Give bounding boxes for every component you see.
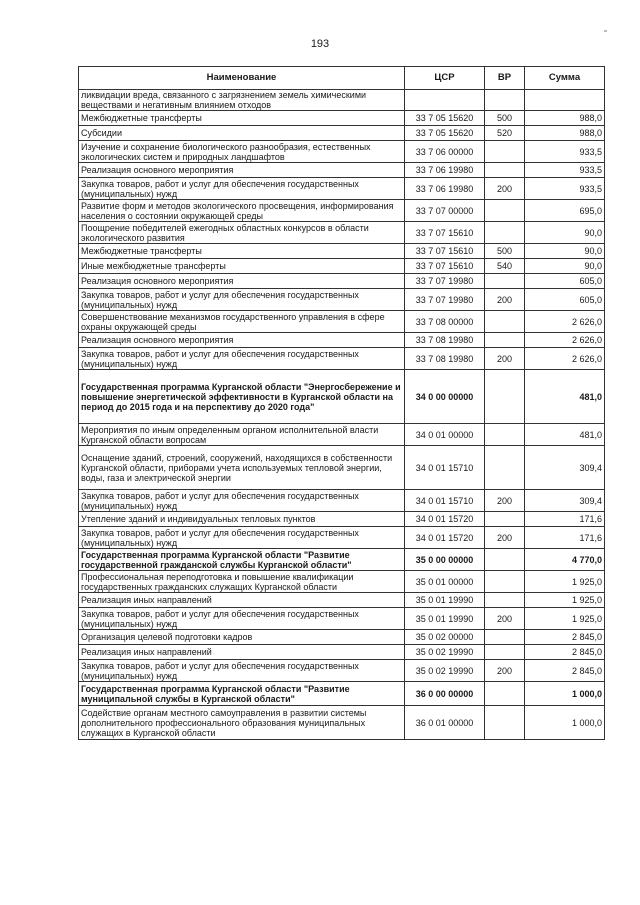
cell-csr: 33 7 05 15620 xyxy=(405,126,485,141)
cell-name: Закупка товаров, работ и услуг для обеспечения государственных (муниципальных) нужд xyxy=(79,527,405,549)
cell-vr: 200 xyxy=(485,348,525,370)
table-row xyxy=(79,274,605,289)
cell-csr: 34 0 01 15720 xyxy=(405,512,485,527)
cell-sum: 933,5 xyxy=(525,141,605,163)
cell-csr: 34 0 01 15710 xyxy=(405,446,485,490)
table-row xyxy=(79,111,605,126)
cell-name: Развитие форм и методов экологического просвещения, информирования населения о состоянии окружающей среды xyxy=(79,200,405,222)
cell-csr: 33 7 07 19980 xyxy=(405,289,485,311)
cell-csr: 34 0 01 15720 xyxy=(405,527,485,549)
cell-vr: 200 xyxy=(485,178,525,200)
cell-vr: 200 xyxy=(485,660,525,682)
cell-vr: 200 xyxy=(485,490,525,512)
cell-sum: 2 845,0 xyxy=(525,630,605,645)
cell-name: Мероприятия по иным определенным органом исполнительной власти Курганской области вопросам xyxy=(79,424,405,446)
table-row xyxy=(79,549,605,571)
cell-csr xyxy=(405,90,485,111)
table-row xyxy=(79,348,605,370)
cell-csr: 33 7 06 19980 xyxy=(405,163,485,178)
cell-name: Оснащение зданий, строений, сооружений, находящихся в собственности Курганской области, приборами учета используемых тепловой энергии, воды, газа и электрической энергии xyxy=(79,446,405,490)
cell-vr: 520 xyxy=(485,126,525,141)
table-row xyxy=(79,90,605,111)
cell-vr xyxy=(485,424,525,446)
cell-name: Закупка товаров, работ и услуг для обеспечения государственных (муниципальных) нужд xyxy=(79,490,405,512)
cell-sum: 1 000,0 xyxy=(525,706,605,740)
cell-name: Закупка товаров, работ и услуг для обеспечения государственных (муниципальных) нужд xyxy=(79,660,405,682)
table-row xyxy=(79,370,605,424)
cell-vr: 200 xyxy=(485,527,525,549)
cell-vr: 200 xyxy=(485,289,525,311)
table-row xyxy=(79,682,605,706)
cell-vr xyxy=(485,200,525,222)
cell-sum: 481,0 xyxy=(525,424,605,446)
cell-sum: 4 770,0 xyxy=(525,549,605,571)
budget-table xyxy=(78,66,605,740)
table-header-row xyxy=(79,67,605,90)
page-number: 193 xyxy=(310,38,330,50)
cell-sum xyxy=(525,90,605,111)
table-row xyxy=(79,141,605,163)
cell-vr xyxy=(485,141,525,163)
cell-sum: 695,0 xyxy=(525,200,605,222)
cell-sum: 1 925,0 xyxy=(525,571,605,593)
cell-csr: 33 7 06 00000 xyxy=(405,141,485,163)
header-csr: ЦСР xyxy=(405,67,485,90)
cell-csr: 33 7 07 15610 xyxy=(405,259,485,274)
cell-name: Закупка товаров, работ и услуг для обеспечения государственных (муниципальных) нужд xyxy=(79,348,405,370)
table-row xyxy=(79,527,605,549)
cell-name: ликвидации вреда, связанного с загрязнением земель химическими веществами и негативным влиянием отходов xyxy=(79,90,405,111)
cell-vr xyxy=(485,163,525,178)
cell-name: Закупка товаров, работ и услуг для обеспечения государственных (муниципальных) нужд xyxy=(79,178,405,200)
table-row xyxy=(79,512,605,527)
cell-vr xyxy=(485,446,525,490)
table-row xyxy=(79,178,605,200)
cell-vr: 200 xyxy=(485,608,525,630)
cell-csr: 35 0 00 00000 xyxy=(405,549,485,571)
table-row xyxy=(79,593,605,608)
cell-vr xyxy=(485,593,525,608)
cell-name: Изучение и сохранение биологического разнообразия, естественных экологических систем и природных ландшафтов xyxy=(79,141,405,163)
cell-vr xyxy=(485,311,525,333)
cell-csr: 35 0 02 19990 xyxy=(405,660,485,682)
cell-name: Реализация основного мероприятия xyxy=(79,163,405,178)
cell-csr: 33 7 08 00000 xyxy=(405,311,485,333)
cell-vr xyxy=(485,90,525,111)
cell-vr xyxy=(485,222,525,244)
cell-vr xyxy=(485,571,525,593)
cell-sum: 988,0 xyxy=(525,126,605,141)
cell-csr: 34 0 01 15710 xyxy=(405,490,485,512)
cell-sum: 90,0 xyxy=(525,244,605,259)
cell-name: Профессиональная переподготовка и повышение квалификации государственных гражданских служащих Курганской области xyxy=(79,571,405,593)
table-row xyxy=(79,126,605,141)
cell-sum: 1 925,0 xyxy=(525,593,605,608)
cell-vr xyxy=(485,645,525,660)
cell-name: Реализация иных направлений xyxy=(79,593,405,608)
cell-sum: 933,5 xyxy=(525,178,605,200)
table-row xyxy=(79,490,605,512)
table-body xyxy=(79,90,605,740)
cell-name: Реализация основного мероприятия xyxy=(79,333,405,348)
cell-vr xyxy=(485,682,525,706)
table-row xyxy=(79,424,605,446)
table-row xyxy=(79,200,605,222)
cell-sum: 90,0 xyxy=(525,259,605,274)
cell-csr: 33 7 06 19980 xyxy=(405,178,485,200)
cell-sum: 90,0 xyxy=(525,222,605,244)
cell-name: Реализация иных направлений xyxy=(79,645,405,660)
header-sum: Сумма xyxy=(525,67,605,90)
cell-name: Организация целевой подготовки кадров xyxy=(79,630,405,645)
cell-name: Межбюджетные трансферты xyxy=(79,111,405,126)
cell-csr: 36 0 01 00000 xyxy=(405,706,485,740)
cell-sum: 1 000,0 xyxy=(525,682,605,706)
cell-vr xyxy=(485,549,525,571)
table-row xyxy=(79,289,605,311)
cell-csr: 35 0 02 00000 xyxy=(405,630,485,645)
cell-sum: 171,6 xyxy=(525,512,605,527)
table-row xyxy=(79,660,605,682)
cell-name: Закупка товаров, работ и услуг для обеспечения государственных (муниципальных) нужд xyxy=(79,608,405,630)
cell-sum: 171,6 xyxy=(525,527,605,549)
cell-csr: 35 0 01 00000 xyxy=(405,571,485,593)
cell-sum: 309,4 xyxy=(525,446,605,490)
cell-sum: 988,0 xyxy=(525,111,605,126)
cell-name: Государственная программа Курганской области "Энергосбережение и повышение энергетической эффективности в Курганской области на период до 2015 года и на перспективу до 2020 года" xyxy=(79,370,405,424)
cell-name: Иные межбюджетные трансферты xyxy=(79,259,405,274)
cell-name: Межбюджетные трансферты xyxy=(79,244,405,259)
cell-vr xyxy=(485,630,525,645)
cell-name: Закупка товаров, работ и услуг для обеспечения государственных (муниципальных) нужд xyxy=(79,289,405,311)
table-row xyxy=(79,608,605,630)
cell-sum: 481,0 xyxy=(525,370,605,424)
cell-name: Государственная программа Курганской области "Развитие муниципальной службы в Курганской области" xyxy=(79,682,405,706)
table-row xyxy=(79,163,605,178)
cell-vr xyxy=(485,333,525,348)
cell-csr: 36 0 00 00000 xyxy=(405,682,485,706)
cell-sum: 2 845,0 xyxy=(525,645,605,660)
header-name: Наименование xyxy=(79,67,405,90)
cell-sum: 2 626,0 xyxy=(525,311,605,333)
cell-vr: 500 xyxy=(485,111,525,126)
cell-csr: 33 7 07 19980 xyxy=(405,274,485,289)
cell-csr: 33 7 07 15610 xyxy=(405,222,485,244)
cell-sum: 933,5 xyxy=(525,163,605,178)
table-row xyxy=(79,706,605,740)
cell-csr: 34 0 01 00000 xyxy=(405,424,485,446)
table-row xyxy=(79,630,605,645)
cell-name: Поощрение победителей ежегодных областных конкурсов в области экологического развития xyxy=(79,222,405,244)
cell-vr: 500 xyxy=(485,244,525,259)
cell-csr: 34 0 00 00000 xyxy=(405,370,485,424)
cell-vr xyxy=(485,512,525,527)
header-vr: ВР xyxy=(485,67,525,90)
cell-vr xyxy=(485,370,525,424)
cell-sum: 1 925,0 xyxy=(525,608,605,630)
cell-sum: 2 626,0 xyxy=(525,348,605,370)
cell-name: Реализация основного мероприятия xyxy=(79,274,405,289)
table-row xyxy=(79,333,605,348)
table-row xyxy=(79,259,605,274)
scan-speck xyxy=(604,30,607,32)
table-row xyxy=(79,244,605,259)
table-row xyxy=(79,311,605,333)
cell-csr: 33 7 05 15620 xyxy=(405,111,485,126)
cell-name: Совершенствование механизмов государственного управления в сфере охраны окружающей среды xyxy=(79,311,405,333)
cell-name: Содействие органам местного самоуправления в развитии системы дополнительного профессионального образования муниципальных служащих в Курганской области xyxy=(79,706,405,740)
cell-vr: 540 xyxy=(485,259,525,274)
cell-csr: 33 7 08 19980 xyxy=(405,348,485,370)
table-row xyxy=(79,446,605,490)
cell-sum: 309,4 xyxy=(525,490,605,512)
cell-sum: 2 626,0 xyxy=(525,333,605,348)
table-row xyxy=(79,571,605,593)
cell-name: Субсидии xyxy=(79,126,405,141)
cell-vr xyxy=(485,274,525,289)
cell-sum: 605,0 xyxy=(525,289,605,311)
cell-csr: 35 0 01 19990 xyxy=(405,608,485,630)
cell-sum: 605,0 xyxy=(525,274,605,289)
cell-csr: 33 7 07 15610 xyxy=(405,244,485,259)
cell-vr xyxy=(485,706,525,740)
cell-name: Утепление зданий и индивидуальных тепловых пунктов xyxy=(79,512,405,527)
cell-csr: 35 0 02 19990 xyxy=(405,645,485,660)
table-row xyxy=(79,645,605,660)
cell-csr: 33 7 07 00000 xyxy=(405,200,485,222)
cell-sum: 2 845,0 xyxy=(525,660,605,682)
cell-name: Государственная программа Курганской области "Развитие государственной гражданской службы Курганской области" xyxy=(79,549,405,571)
table-row xyxy=(79,222,605,244)
cell-csr: 33 7 08 19980 xyxy=(405,333,485,348)
cell-csr: 35 0 01 19990 xyxy=(405,593,485,608)
